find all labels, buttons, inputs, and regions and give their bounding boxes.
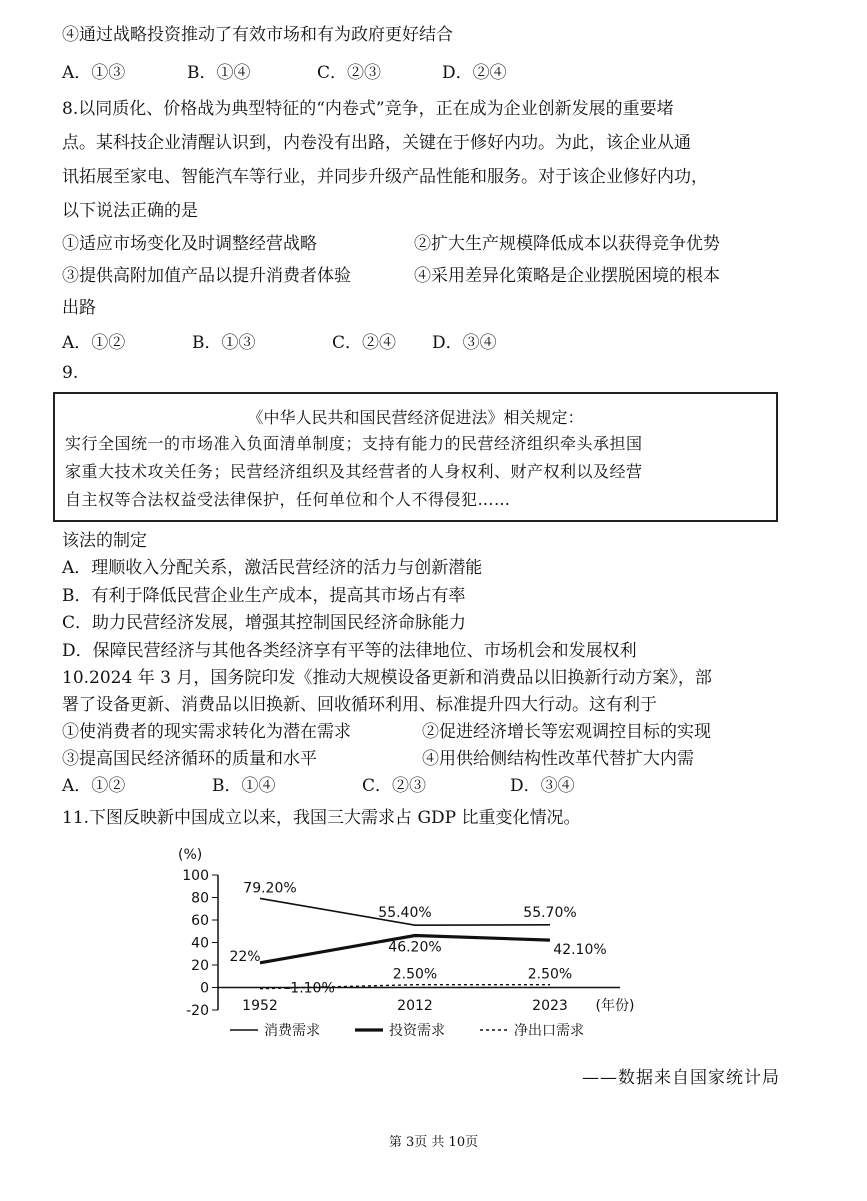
q9-option-d: D．保障民营经济与其他各类经济享有平等的法律地位、市场机会和发展权利 bbox=[62, 641, 637, 661]
q10-option-a: A．①② bbox=[62, 776, 126, 796]
q8-item-4-cont: 出路 bbox=[62, 298, 96, 318]
y-tick-label: -20 bbox=[186, 1003, 209, 1019]
q8-item-2: ②扩大生产规模降低成本以获得竞争优势 bbox=[414, 234, 720, 254]
data-label: 46.20% bbox=[388, 939, 442, 956]
data-label: 2.50% bbox=[392, 966, 438, 983]
x-tick-label: 1952 bbox=[242, 998, 278, 1014]
q8-option-d: D．③④ bbox=[432, 333, 497, 353]
q10-option-d: D．③④ bbox=[510, 776, 575, 796]
q10-item-3: ③提高国民经济循环的质量和水平 bbox=[62, 749, 317, 769]
q8-stem-line-3: 讯拓展至家电、智能汽车等行业，并同步升级产品性能和服务。对于该企业修好内功， bbox=[62, 167, 708, 187]
demand-share-line-chart bbox=[160, 835, 660, 1045]
page-footer: 第 3页 共 10页 bbox=[388, 1135, 479, 1150]
data-label: 2.50% bbox=[527, 966, 573, 983]
legend-label: 投资需求 bbox=[389, 1023, 445, 1039]
legend-label: 消费需求 bbox=[264, 1023, 320, 1039]
q9-stem: 该法的制定 bbox=[62, 531, 147, 551]
data-label: -1.10% bbox=[285, 980, 335, 997]
q9-box-title: 《中华人民共和国民营经济促进法》相关规定： bbox=[247, 408, 584, 427]
data-label: 79.20% bbox=[243, 880, 297, 897]
q10-item-4: ④用供给侧结构性改革代替扩大内需 bbox=[422, 749, 694, 769]
q9-option-b: B．有利于降低民营企业生产成本，提高其市场占有率 bbox=[62, 586, 466, 606]
q10-stem-line-2: 署了设备更新、消费品以旧换新、回收循环利用、标准提升四大行动。这有利于 bbox=[62, 695, 657, 715]
q9-box-line-3: 自主权等合法权益受法律保护，任何单位和个人不得侵犯…… bbox=[65, 490, 511, 509]
q8-option-c: C．②④ bbox=[332, 333, 397, 353]
q8-stem-line-2: 点。某科技企业清醒认识到，内卷没有出路，关键在于修好内功。为此，该企业从通 bbox=[62, 133, 691, 153]
q9-option-c: C．助力民营经济发展，增强其控制国民经济命脉能力 bbox=[62, 613, 467, 633]
q9-box-line-2: 家重大技术攻关任务；民营经济组织及其经营者的人身权利、财产权利以及经营 bbox=[65, 462, 643, 481]
q10-stem-line-1: 10.2024 年 3 月，国务院印发《推动大规模设备更新和消费品以旧换新行动方案》，部 bbox=[62, 668, 712, 688]
q7-option-b: B．①④ bbox=[187, 63, 251, 83]
q7-option-c: C．②③ bbox=[317, 63, 382, 83]
y-tick-label: 40 bbox=[191, 935, 209, 952]
q7-option-a: A．①③ bbox=[62, 63, 126, 83]
y-axis-label: (%) bbox=[178, 847, 203, 863]
q9-number: 9. bbox=[62, 363, 79, 383]
data-label: 55.70% bbox=[523, 904, 577, 921]
q8-stem-line-4: 以下说法正确的是 bbox=[62, 201, 198, 221]
y-tick-label: 20 bbox=[191, 958, 209, 974]
q8-stem-line-1: 8.以同质化、价格战为典型特征的“内卷式”竞争，正在成为企业创新发展的重要堵 bbox=[62, 99, 674, 119]
x-axis-label: (年份) bbox=[595, 998, 635, 1014]
q8-item-3: ③提供高附加值产品以提升消费者体验 bbox=[62, 266, 351, 286]
q10-item-1: ①使消费者的现实需求转化为潜在需求 bbox=[62, 722, 351, 742]
q11-stem: 11.下图反映新中国成立以来，我国三大需求占 GDP 比重变化情况。 bbox=[62, 808, 581, 828]
q10-option-b: B．①④ bbox=[212, 776, 276, 796]
y-tick-label: 60 bbox=[191, 913, 209, 929]
q8-item-4: ④采用差异化策略是企业摆脱困境的根本 bbox=[414, 266, 720, 286]
data-label: 42.10% bbox=[553, 942, 607, 959]
y-tick-label: 100 bbox=[182, 868, 209, 884]
q9-box-line-1: 实行全国统一的市场准入负面清单制度；支持有能力的民营经济组织牵头承担国 bbox=[65, 434, 643, 453]
y-tick-label: 0 bbox=[200, 980, 209, 997]
q8-item-1: ①适应市场变化及时调整经营战略 bbox=[62, 234, 317, 254]
q8-option-b: B．①③ bbox=[192, 333, 256, 353]
q9-quote-box bbox=[53, 392, 778, 522]
q7-item-4: ④通过战略投资推动了有效市场和有为政府更好结合 bbox=[62, 25, 453, 45]
x-tick-label: 2023 bbox=[532, 998, 568, 1014]
q10-option-c: C．②③ bbox=[362, 776, 427, 796]
q8-option-a: A．①② bbox=[62, 333, 126, 353]
q9-option-a: A．理顺收入分配关系，激活民营经济的活力与创新潜能 bbox=[62, 558, 483, 578]
data-label: 22% bbox=[229, 948, 261, 965]
x-tick-label: 2012 bbox=[397, 998, 433, 1014]
y-tick-label: 80 bbox=[191, 890, 209, 907]
q10-item-2: ②促进经济增长等宏观调控目标的实现 bbox=[422, 722, 711, 742]
legend-label: 净出口需求 bbox=[514, 1023, 584, 1039]
data-label: 55.40% bbox=[378, 905, 432, 922]
q7-option-d: D．②④ bbox=[442, 63, 507, 83]
data-source: ——数据来自国家统计局 bbox=[582, 1068, 780, 1088]
